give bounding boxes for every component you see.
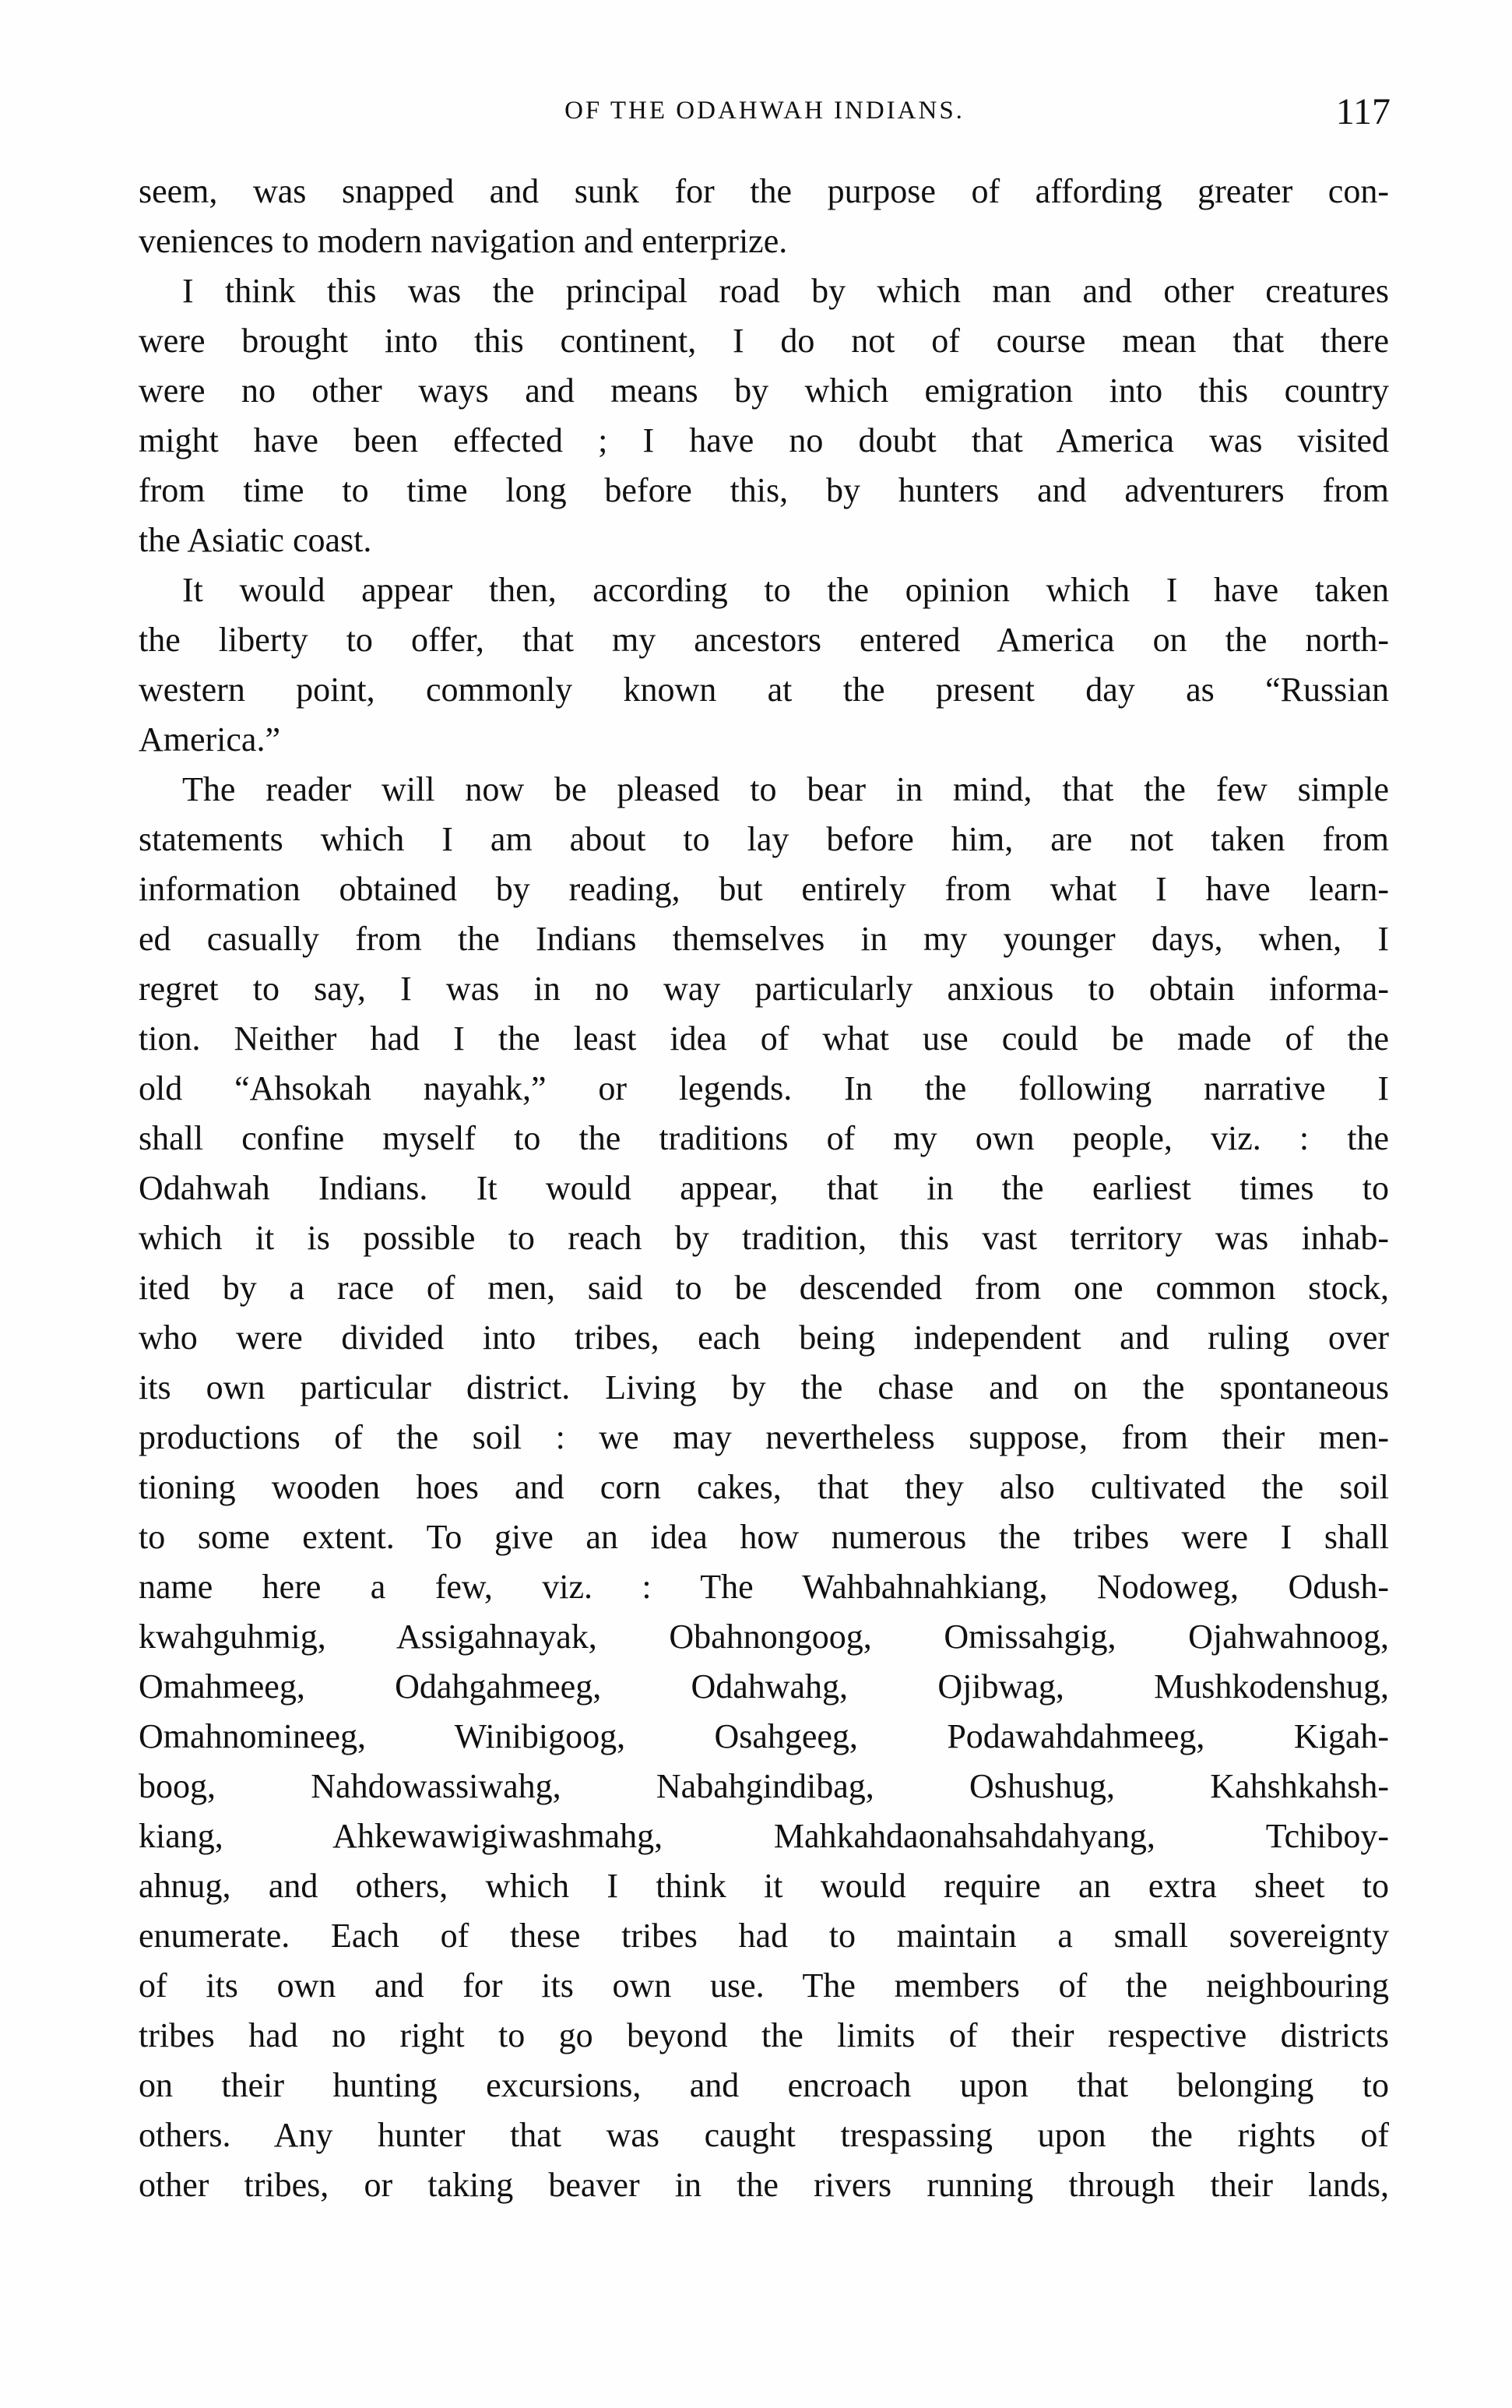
- text-line: others. Any hunter that was caught trespassing upon the rights of: [139, 2116, 1389, 2154]
- text-line: from time to time long before this, by hunters and adventurers from: [139, 471, 1389, 509]
- text-line: were brought into this continent, I do not of course mean that there: [139, 322, 1389, 360]
- text-line: veniences to modern navigation and enterprize.: [139, 222, 788, 260]
- text-line: It would appear then, according to the opinion which I have taken: [182, 571, 1389, 609]
- running-head: [139, 90, 1391, 137]
- text-line: Omahnomineeg, Winibigoog, Osahgeeg, Podawahdahmeeg, Kigah-: [139, 1717, 1389, 1755]
- text-line: seem, was snapped and sunk for the purpose of affording greater con-: [139, 172, 1389, 210]
- text-line: who were divided into tribes, each being independent and ruling over: [139, 1318, 1389, 1357]
- text-line: ited by a race of men, said to be descended from one common stock,: [139, 1269, 1389, 1307]
- text-line: information obtained by reading, but entirely from what I have learn-: [139, 870, 1389, 908]
- text-line: tion. Neither had I the least idea of what use could be made of the: [139, 1019, 1389, 1058]
- text-line: statements which I am about to lay before him, are not taken from: [139, 820, 1389, 858]
- text-line: to some extent. To give an idea how numerous the tribes were I shall: [139, 1518, 1389, 1556]
- body-text: [139, 167, 1389, 2210]
- text-line: on their hunting excursions, and encroach upon that belonging to: [139, 2066, 1389, 2104]
- text-line: of its own and for its own use. The members of the neighbouring: [139, 1966, 1389, 2005]
- text-line: boog, Nahdowassiwahg, Nabahgindibag, Oshushug, Kahshkahsh-: [139, 1767, 1389, 1805]
- text-line: its own particular district. Living by the chase and on the spontaneous: [139, 1368, 1389, 1406]
- text-line: ed casually from the Indians themselves in my younger days, when, I: [139, 920, 1389, 958]
- text-line: kiang, Ahkewawigiwashmahg, Mahkahdaonahsahdahyang, Tchiboy-: [139, 1817, 1389, 1855]
- text-line: might have been effected ; I have no doubt that America was visited: [139, 421, 1389, 459]
- text-line: other tribes, or taking beaver in the rivers running through their lands,: [139, 2166, 1389, 2204]
- text-line: kwahguhmig, Assigahnayak, Obahnongoog, Omissahgig, Ojahwahnoog,: [139, 1618, 1389, 1656]
- running-title: OF THE ODAHWAH INDIANS.: [564, 97, 965, 125]
- text-line: The reader will now be pleased to bear in mind, that the few simple: [182, 770, 1389, 808]
- text-line: tribes had no right to go beyond the limits of their respective districts: [139, 2016, 1389, 2054]
- text-line: I think this was the principal road by which man and other creatures: [182, 272, 1389, 310]
- text-line: America.”: [139, 720, 280, 759]
- text-line: Omahmeeg, Odahgahmeeg, Odahwahg, Ojibwag, Mushkodenshug,: [139, 1667, 1389, 1706]
- text-line: Odahwah Indians. It would appear, that in the earliest times to: [139, 1169, 1389, 1207]
- text-line: western point, commonly known at the present day as “Russian: [139, 671, 1389, 709]
- text-line: tioning wooden hoes and corn cakes, that they also cultivated the soil: [139, 1468, 1389, 1506]
- text-line: were no other ways and means by which emigration into this country: [139, 371, 1389, 410]
- text-line: the Asiatic coast.: [139, 521, 372, 559]
- text-line: enumerate. Each of these tribes had to maintain a small sovereignty: [139, 1917, 1389, 1955]
- text-line: the liberty to offer, that my ancestors entered America on the north-: [139, 621, 1389, 659]
- text-line: name here a few, viz. : The Wahbahnahkiang, Nodoweg, Odush-: [139, 1568, 1389, 1606]
- page-number: 117: [1335, 91, 1391, 132]
- text-line: regret to say, I was in no way particularly anxious to obtain informa-: [139, 970, 1389, 1008]
- text-line: which it is possible to reach by tradition, this vast territory was inhab-: [139, 1219, 1389, 1257]
- text-line: ahnug, and others, which I think it would require an extra sheet to: [139, 1867, 1389, 1905]
- text-line: old “Ahsokah nayahk,” or legends. In the following narrative I: [139, 1069, 1389, 1107]
- text-line: shall confine myself to the traditions of my own people, viz. : the: [139, 1119, 1389, 1157]
- text-line: productions of the soil : we may nevertheless suppose, from their men-: [139, 1418, 1389, 1456]
